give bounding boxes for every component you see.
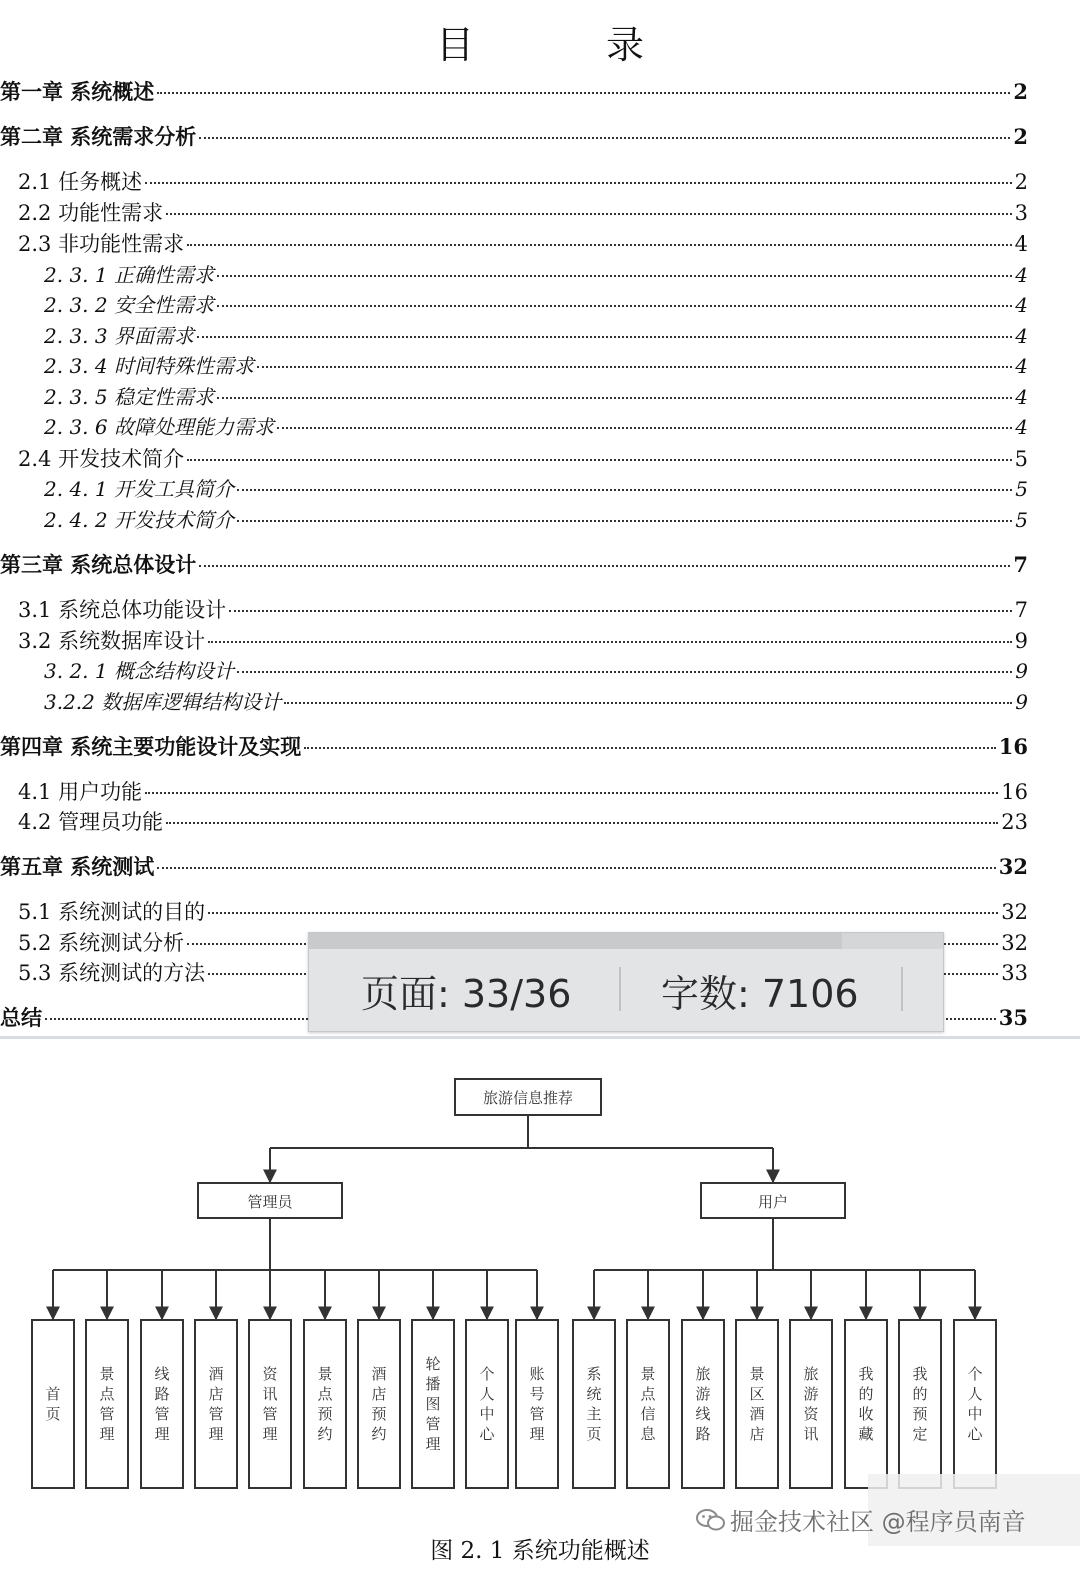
toc-entry bbox=[0, 851, 1028, 881]
toc-entry-page: 4 bbox=[1015, 415, 1028, 439]
toc-leader-dots bbox=[166, 213, 1012, 215]
toc-entry-page: 4 bbox=[1015, 354, 1028, 378]
toc-entry-page: 35 bbox=[998, 1005, 1028, 1030]
leaf-node bbox=[736, 1320, 778, 1488]
leaf-node bbox=[86, 1320, 128, 1488]
toc-entry-page: 4 bbox=[1015, 263, 1028, 287]
page-separator bbox=[0, 1036, 1080, 1039]
leaf-node bbox=[682, 1320, 724, 1488]
toc-entry-label: 2. 3. 5 稳定性需求 bbox=[44, 385, 214, 409]
leaf-node-label: 资讯管理 bbox=[262, 1365, 278, 1443]
toc-entry bbox=[18, 228, 1028, 258]
watermark-text: 掘金技术社区 @程序员南音 bbox=[730, 1508, 1026, 1536]
toc-entry-page: 33 bbox=[1001, 961, 1028, 985]
toc-entry-label: 2. 3. 4 时间特殊性需求 bbox=[44, 354, 254, 378]
toc-entry-label: 5.2 系统测试分析 bbox=[18, 931, 185, 955]
toc-entry-label: 2.4 开发技术简介 bbox=[18, 447, 185, 471]
stats-progress-bar bbox=[309, 933, 842, 949]
toc-entry-page: 9 bbox=[1015, 659, 1028, 683]
leaf-node bbox=[304, 1320, 346, 1488]
toc-entry-label: 2. 3. 1 正确性需求 bbox=[44, 263, 214, 287]
toc-entry bbox=[44, 411, 1028, 440]
leaf-node-label: 景点管理 bbox=[99, 1365, 115, 1443]
toc-entry bbox=[0, 731, 1028, 761]
toc-entry bbox=[18, 896, 1028, 926]
toc-entry-page: 5 bbox=[1015, 477, 1028, 501]
toc-entry-label: 2. 3. 3 界面需求 bbox=[44, 324, 194, 348]
toc-entry bbox=[44, 381, 1028, 410]
toc-entry-page: 5 bbox=[1015, 508, 1028, 532]
toc-leader-dots bbox=[229, 610, 1012, 612]
toc-leader-dots bbox=[217, 305, 1012, 307]
toc-leader-dots bbox=[237, 671, 1012, 673]
leaf-node bbox=[845, 1320, 887, 1488]
stats-divider bbox=[619, 967, 621, 1011]
toc-entry-label: 5.3 系统测试的方法 bbox=[18, 961, 206, 985]
toc-entry-page: 7 bbox=[1013, 552, 1028, 577]
toc-leader-dots bbox=[157, 867, 995, 869]
function-structure-diagram bbox=[0, 1044, 1080, 1514]
toc-entry-page: 4 bbox=[1015, 385, 1028, 409]
toc-entry-page: 32 bbox=[998, 854, 1028, 879]
toc-entry bbox=[18, 443, 1028, 473]
toc-entry-label: 2.2 功能性需求 bbox=[18, 201, 164, 225]
leaf-node-label: 线路管理 bbox=[154, 1365, 170, 1443]
wechat-icon bbox=[696, 1508, 726, 1532]
toc-entry-label: 2. 3. 6 故障处理能力需求 bbox=[44, 415, 274, 439]
toc-entry bbox=[18, 776, 1028, 806]
figure-caption: 图 2. 1 系统功能概述 bbox=[430, 1538, 650, 1564]
toc-leader-dots bbox=[199, 565, 1010, 567]
toc-leader-dots bbox=[145, 182, 1012, 184]
toc-leader-dots bbox=[217, 397, 1012, 399]
toc-entry-label: 3.1 系统总体功能设计 bbox=[18, 598, 227, 622]
leaf-node-label: 轮播图管理 bbox=[425, 1355, 441, 1453]
leaf-node-label: 个人中心 bbox=[967, 1365, 983, 1443]
toc-entry-label: 4.2 管理员功能 bbox=[18, 810, 164, 834]
toc-entry-page: 16 bbox=[998, 734, 1028, 759]
document-stats-popup bbox=[308, 932, 944, 1032]
leaf-node-label: 景点信息 bbox=[640, 1365, 656, 1443]
leaf-node-label: 景区酒店 bbox=[749, 1365, 765, 1443]
toc-entry bbox=[44, 504, 1028, 533]
toc-entry-label: 总结 bbox=[0, 1005, 42, 1030]
toc-entry-label: 第一章 系统概述 bbox=[0, 79, 155, 104]
root-node-label: 旅游信息推荐 bbox=[482, 1089, 574, 1107]
leaf-node bbox=[573, 1320, 615, 1488]
toc-entry-page: 4 bbox=[1015, 293, 1028, 317]
toc-entry bbox=[0, 121, 1028, 151]
toc-leader-dots bbox=[166, 822, 998, 824]
stats-progress-track bbox=[309, 933, 943, 949]
toc-entry-page: 2 bbox=[1013, 79, 1028, 104]
leaf-node-label: 旅游资讯 bbox=[803, 1365, 819, 1443]
toc-entry-label: 2. 3. 2 安全性需求 bbox=[44, 293, 214, 317]
toc-leader-dots bbox=[257, 366, 1012, 368]
toc-entry-page: 3 bbox=[1014, 201, 1028, 225]
toc-leader-dots bbox=[217, 275, 1012, 277]
toc-entry-label: 3.2 系统数据库设计 bbox=[18, 629, 206, 653]
toc-entry-page: 9 bbox=[1015, 690, 1028, 714]
toc-entry bbox=[18, 625, 1028, 655]
toc-entry bbox=[0, 549, 1028, 579]
leaf-node-label: 账号管理 bbox=[529, 1365, 545, 1443]
toc-leader-dots bbox=[237, 489, 1012, 491]
toc-leader-dots bbox=[208, 912, 998, 914]
toc-entry bbox=[44, 686, 1028, 715]
page-count-label: 页面: 33/36 bbox=[361, 972, 572, 1016]
toc-entry bbox=[18, 594, 1028, 624]
toc-entry bbox=[44, 259, 1028, 288]
toc-entry bbox=[44, 320, 1028, 349]
toc-entry-label: 第四章 系统主要功能设计及实现 bbox=[0, 734, 302, 759]
toc-leader-dots bbox=[208, 641, 1012, 643]
stats-divider-right bbox=[901, 967, 903, 1011]
toc-entry-label: 第二章 系统需求分析 bbox=[0, 124, 197, 149]
toc-leader-dots bbox=[145, 792, 998, 794]
leaf-node bbox=[954, 1320, 996, 1488]
toc-entry-page: 2 bbox=[1013, 124, 1028, 149]
leaf-node-label: 个人中心 bbox=[479, 1365, 495, 1443]
toc-entry bbox=[18, 806, 1028, 836]
leaf-node-label: 我的收藏 bbox=[858, 1365, 874, 1443]
leaf-node-label: 旅游线路 bbox=[695, 1365, 711, 1443]
toc-entry-page: 32 bbox=[1001, 900, 1028, 924]
toc-entry-label: 5.1 系统测试的目的 bbox=[18, 900, 206, 924]
toc-leader-dots bbox=[199, 137, 1010, 139]
toc-leader-dots bbox=[187, 244, 1012, 246]
toc-leader-dots bbox=[157, 92, 1010, 94]
leaf-node-label: 酒店预约 bbox=[371, 1365, 387, 1443]
toc-entry-label: 2.1 任务概述 bbox=[18, 170, 143, 194]
toc-entry-label: 3. 2. 1 概念结构设计 bbox=[44, 659, 234, 683]
toc-entry-page: 7 bbox=[1014, 598, 1028, 622]
toc-entry-page: 9 bbox=[1014, 629, 1028, 653]
leaf-node bbox=[466, 1320, 508, 1488]
toc-entry-page: 23 bbox=[1001, 810, 1028, 834]
toc-entry-page: 4 bbox=[1015, 324, 1028, 348]
leaf-node bbox=[249, 1320, 291, 1488]
branch-node-label: 用户 bbox=[757, 1193, 789, 1211]
leaf-node-label: 我的预定 bbox=[912, 1365, 928, 1443]
toc-entry bbox=[18, 197, 1028, 227]
toc-entry bbox=[44, 473, 1028, 502]
toc-leader-dots bbox=[284, 702, 1012, 704]
leaf-node-label: 景点预约 bbox=[317, 1365, 333, 1443]
leaf-node-label: 首页 bbox=[45, 1385, 61, 1423]
leaf-node bbox=[358, 1320, 400, 1488]
leaf-node-label: 酒店管理 bbox=[208, 1365, 224, 1443]
leaf-node bbox=[32, 1320, 74, 1488]
toc-leader-dots bbox=[277, 427, 1012, 429]
toc-entry-label: 第三章 系统总体设计 bbox=[0, 552, 197, 577]
leaf-node bbox=[627, 1320, 669, 1488]
toc-entry-label: 3.2.2 数据库逻辑结构设计 bbox=[44, 690, 282, 714]
toc-entry-page: 16 bbox=[1001, 780, 1028, 804]
toc-entry bbox=[44, 655, 1028, 684]
toc-leader-dots bbox=[187, 459, 1012, 461]
toc-entry-label: 4.1 用户功能 bbox=[18, 780, 143, 804]
toc-entry-page: 5 bbox=[1014, 447, 1028, 471]
branch-node-label: 管理员 bbox=[247, 1193, 293, 1211]
leaf-node bbox=[516, 1320, 558, 1488]
leaf-node bbox=[790, 1320, 832, 1488]
toc-entry-page: 2 bbox=[1014, 170, 1028, 194]
toc-entry-page: 32 bbox=[1001, 931, 1028, 955]
leaf-node bbox=[899, 1320, 941, 1488]
toc-entry-label: 2. 4. 1 开发工具简介 bbox=[44, 477, 234, 501]
toc-leader-dots bbox=[237, 520, 1012, 522]
toc-leader-dots bbox=[197, 336, 1012, 338]
toc-entry-page: 4 bbox=[1014, 232, 1028, 256]
toc-title: 目 录 bbox=[435, 23, 705, 67]
toc-entry bbox=[44, 350, 1028, 379]
leaf-node bbox=[195, 1320, 237, 1488]
toc-entry bbox=[0, 76, 1028, 106]
toc-entry-label: 2. 4. 2 开发技术简介 bbox=[44, 508, 234, 532]
toc-entry-label: 2.3 非功能性需求 bbox=[18, 232, 185, 256]
toc-entry-label: 第五章 系统测试 bbox=[0, 854, 155, 879]
leaf-node-label: 系统主页 bbox=[586, 1365, 602, 1443]
word-count-label: 字数: 7106 bbox=[661, 972, 859, 1016]
leaf-node bbox=[141, 1320, 183, 1488]
toc-entry bbox=[18, 166, 1028, 196]
toc-entry bbox=[44, 289, 1028, 318]
toc-leader-dots bbox=[304, 747, 995, 749]
